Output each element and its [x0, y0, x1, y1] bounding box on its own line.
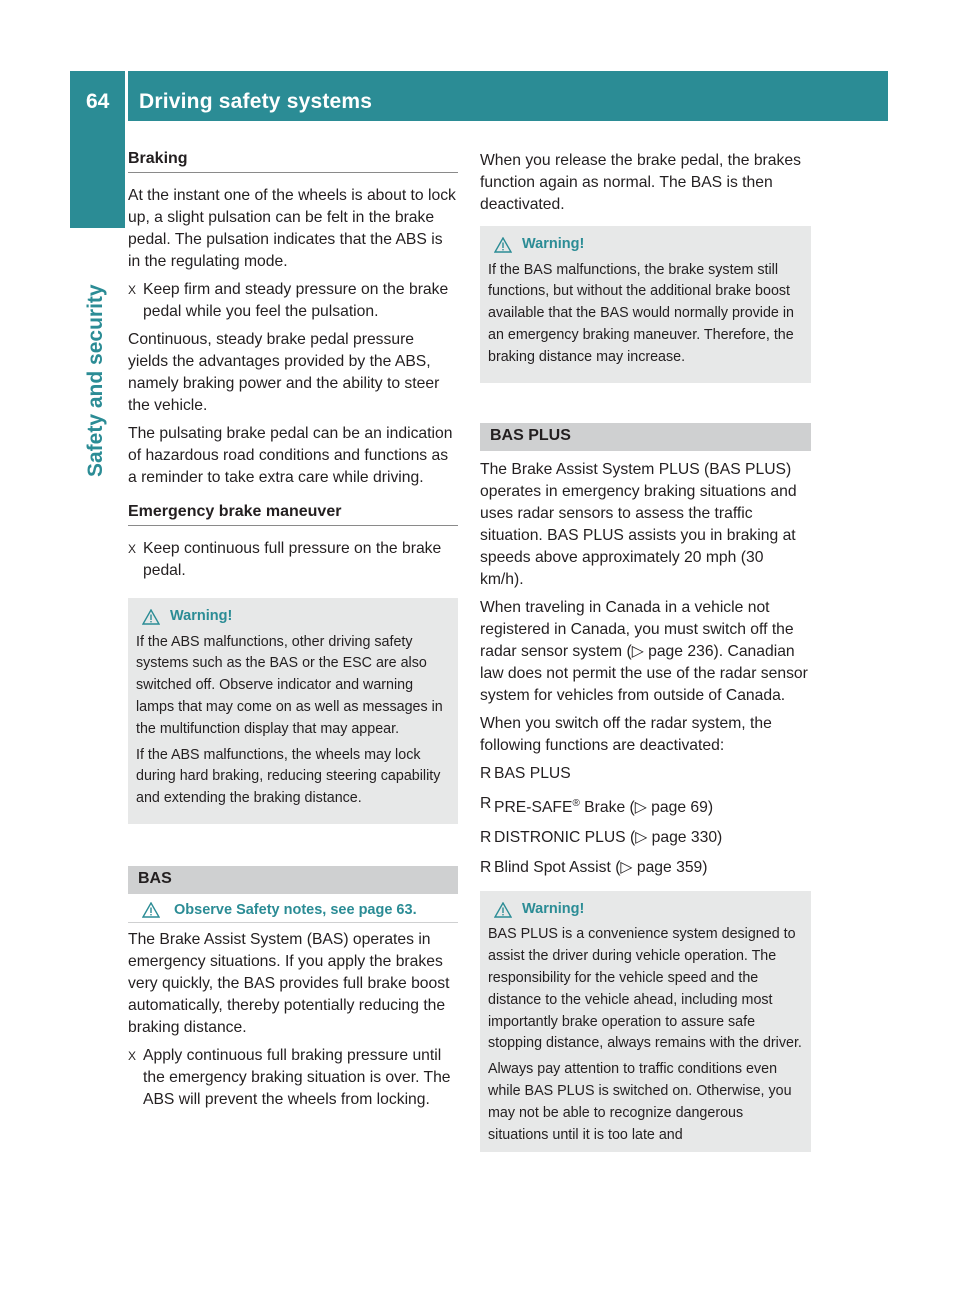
list-item: [480, 857, 811, 879]
safety-note: [128, 902, 458, 923]
section-heading-braking: Braking: [128, 150, 458, 173]
list-item: [480, 793, 811, 819]
bullet-icon: R: [480, 764, 492, 782]
list-item-text: DISTRONIC PLUS (▷ page 330): [494, 828, 723, 846]
page-title: Driving safety systems: [139, 90, 373, 113]
paragraph: When you release the brake pedal, the brakes function again as normal. The BAS is then deactivated.: [480, 152, 801, 213]
warning-triangle-icon: [494, 902, 512, 918]
paragraph: When you switch off the radar system, the following functions are deactivated:: [480, 714, 772, 754]
warning-box: [480, 891, 811, 1153]
page-number: 64: [86, 90, 110, 113]
warning-box: [480, 226, 811, 383]
instruction-step: [128, 538, 458, 582]
bullet-icon: R: [480, 794, 492, 812]
step-arrow-icon: X: [128, 283, 137, 297]
warning-header: [136, 606, 450, 628]
paragraph: Continuous, steady brake pedal pressure yields the advantages provided by the ABS, namely braking power and the ability to steer the vehicle.: [128, 331, 440, 414]
right-column: [480, 150, 811, 1166]
list-item-text: PRE-SAFE: [494, 798, 573, 816]
warning-box: [128, 598, 458, 824]
step-text: Keep continuous full pressure on the brake pedal.: [143, 540, 442, 579]
warning-text: Always pay attention to traffic conditions even while BAS PLUS is switched on. Otherwise, you may not be able to recognize dangerous situations until it is too late and: [488, 1061, 792, 1143]
warning-title: Warning!: [522, 900, 585, 917]
warning-text: BAS PLUS is a convenience system designed to assist the driver during vehicle operation. The responsibility for the vehicle speed and the distance to the vehicle ahead, including most importantly brake operation to assure safe stopping distance, always remains with the driver.: [488, 926, 802, 1052]
safety-note-text: Observe Safety notes, see page 63.: [174, 901, 417, 918]
section-heading-bas-plus: BAS PLUS: [480, 423, 811, 451]
step-arrow-icon: X: [128, 1048, 137, 1063]
warning-header: [488, 234, 803, 256]
warning-text: If the BAS malfunctions, the brake system still functions, but without the additional brake boost available that the BAS would normally provide in an emergency braking maneuver. Therefore, the braking distance may increase.: [488, 261, 794, 365]
warning-triangle-icon: [142, 609, 160, 625]
bullet-icon: R: [480, 828, 492, 846]
list-item: [480, 827, 811, 849]
list-item-text: Blind Spot Assist (▷ page 359): [494, 858, 708, 876]
section-heading-emergency: Emergency brake maneuver: [128, 503, 458, 526]
list-item-text: BAS PLUS: [494, 764, 571, 782]
list-item: [480, 763, 811, 785]
instruction-step: [128, 279, 458, 323]
bullet-icon: R: [480, 858, 492, 876]
paragraph: The Brake Assist System PLUS (BAS PLUS) operates in emergency braking situations and uses radar sensors to assess the traffic situation. BAS PLUS assists you in braking at speeds above approximately 20 mph (30 km/h).: [480, 460, 797, 588]
step-text: Apply continuous full braking pressure until the emergency braking situation is over. The ABS will prevent the wheels from locking.: [143, 1046, 451, 1108]
header-divider: [125, 71, 128, 121]
paragraph: When traveling in Canada in a vehicle not registered in Canada, you must switch off the radar sensor system (▷ page 236). Canadian law does not permit the use of the radar sensor system for vehicles from outside of Canada.: [480, 598, 808, 704]
side-tab: [70, 121, 125, 228]
warning-title: Warning!: [170, 608, 233, 624]
registered-mark: ®: [572, 797, 580, 809]
warning-triangle-icon: [494, 237, 512, 253]
warning-text: If the ABS malfunctions, other driving safety systems such as the BAS or the ESC are also switched off. Observe indicator and warning lamps that may come on as well as messages in the multifunction display that may appear.: [136, 633, 443, 737]
left-column: [128, 150, 458, 1117]
paragraph: The Brake Assist System (BAS) operates in emergency situations. If you apply the brakes very quickly, the BAS provides full brake boost automatically, thereby potentially reducing the braking distance.: [128, 930, 450, 1036]
warning-text: If the ABS malfunctions, the wheels may lock during hard braking, reducing steering capability and extending the braking distance.: [136, 746, 441, 807]
warning-title: Warning!: [522, 236, 585, 252]
paragraph: At the instant one of the wheels is about to lock up, a slight pulsation can be felt in the brake pedal. The pulsation indicates that the ABS is in the regulating mode.: [128, 187, 456, 270]
step-text: Keep firm and steady pressure on the brake pedal while you feel the pulsation.: [143, 281, 449, 320]
paragraph: The pulsating brake pedal can be an indication of hazardous road conditions and functions as a reminder to take extra care while driving.: [128, 425, 453, 486]
step-arrow-icon: X: [128, 542, 137, 556]
section-heading-bas: BAS: [128, 866, 458, 894]
instruction-step: [128, 1045, 458, 1111]
warning-header: [488, 899, 803, 921]
list-item-text: Brake (▷ page 69): [579, 798, 714, 816]
side-label-text: Safety and security: [84, 284, 107, 477]
warning-triangle-icon: [142, 902, 160, 918]
